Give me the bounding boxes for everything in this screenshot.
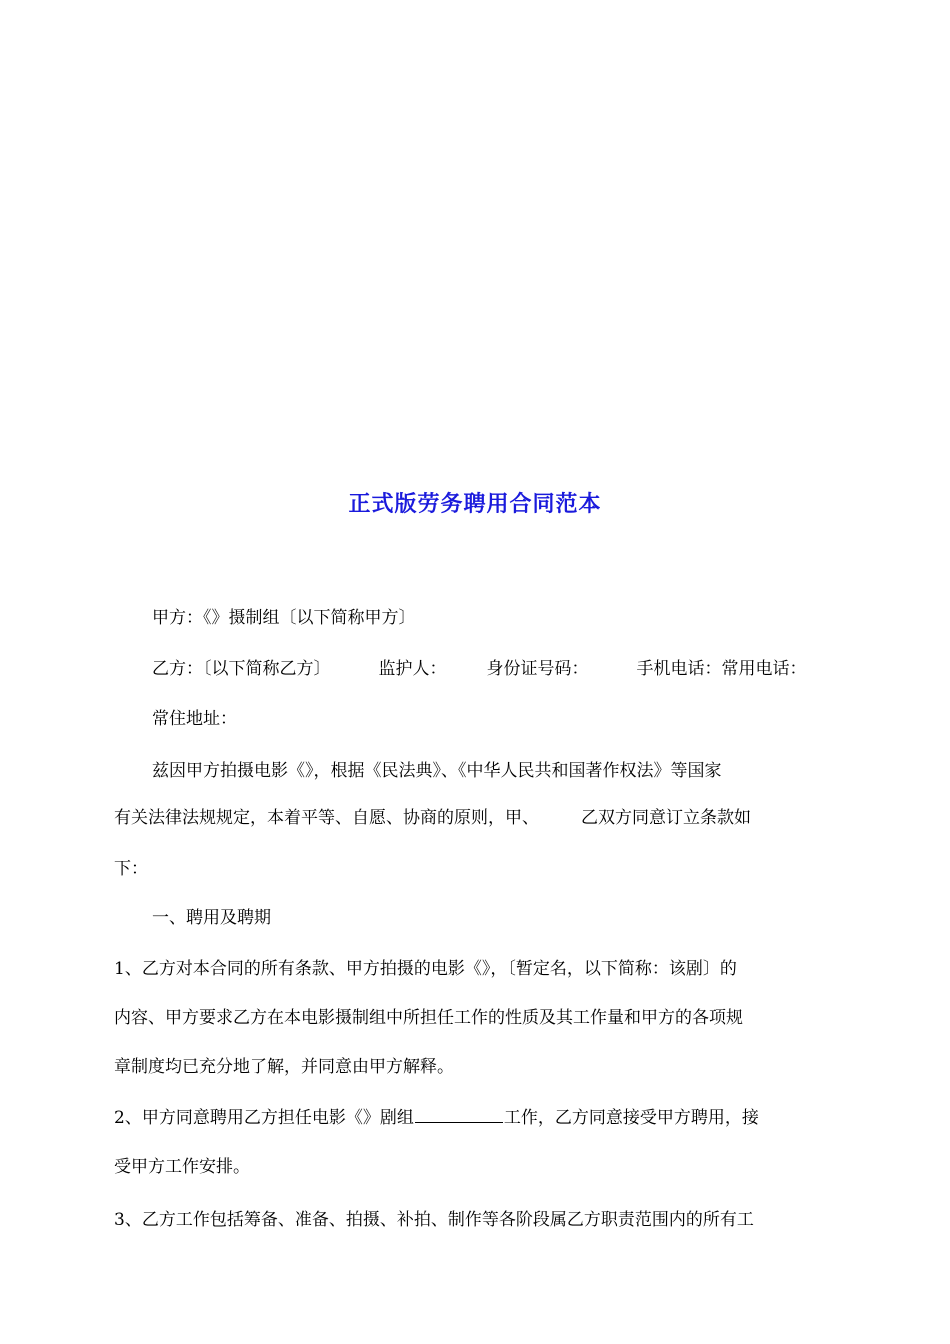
phone-label: 手机电话：常用电话：: [636, 659, 807, 679]
party-b-label: 乙方：〔以下简称乙方〕: [152, 659, 331, 679]
preamble-line-1: 兹因甲方拍摄电影《》，根据《民法典》、《中华人民共和国著作权法》等国家: [152, 761, 722, 781]
section-1-heading: 一、聘用及聘期: [152, 908, 271, 928]
clause-3-line-1: 3、乙方工作包括筹备、准备、拍摄、补拍、制作等各阶段属乙方职责范围内的所有工: [114, 1210, 754, 1230]
preamble-line-3: 下：: [114, 859, 148, 879]
preamble-line-2-tail: 乙双方同意订立条款如: [581, 808, 751, 828]
guardian-label: 监护人：: [378, 659, 447, 679]
clause-2-line-2: 受甲方工作安排。: [114, 1157, 250, 1177]
preamble-line-2: [114, 804, 751, 832]
clause-1-line-1: 1、乙方对本合同的所有条款、甲方拍摄的电影《》，〔暂定名，以下简称：该剧〕的: [114, 959, 737, 979]
party-b-line: [152, 655, 807, 683]
clause-1-line-2: 内容、甲方要求乙方在本电影摄制组中所担任工作的性质及其工作量和甲方的各项规: [114, 1008, 743, 1028]
address-line: 常住地址：: [152, 709, 237, 729]
id-number-label: 身份证号码：: [486, 659, 589, 679]
preamble-line-2-text: 有关法律法规规定，本着平等、自愿、协商的原则，甲、: [114, 808, 539, 828]
party-a-line: 甲方：《》摄制组〔以下简称甲方〕: [152, 608, 416, 628]
clause-2-text-before: 2、甲方同意聘用乙方担任电影《》剧组: [114, 1108, 414, 1128]
clause-1-line-3: 章制度均已充分地了解，并同意由甲方解释。: [114, 1057, 454, 1077]
clause-2-text-after: 工作，乙方同意接受甲方聘用，接: [503, 1108, 759, 1128]
clause-2-line-1: [114, 1104, 759, 1132]
document-title: 正式版劳务聘用合同范本: [348, 491, 602, 517]
fill-in-blank: [415, 1106, 503, 1123]
